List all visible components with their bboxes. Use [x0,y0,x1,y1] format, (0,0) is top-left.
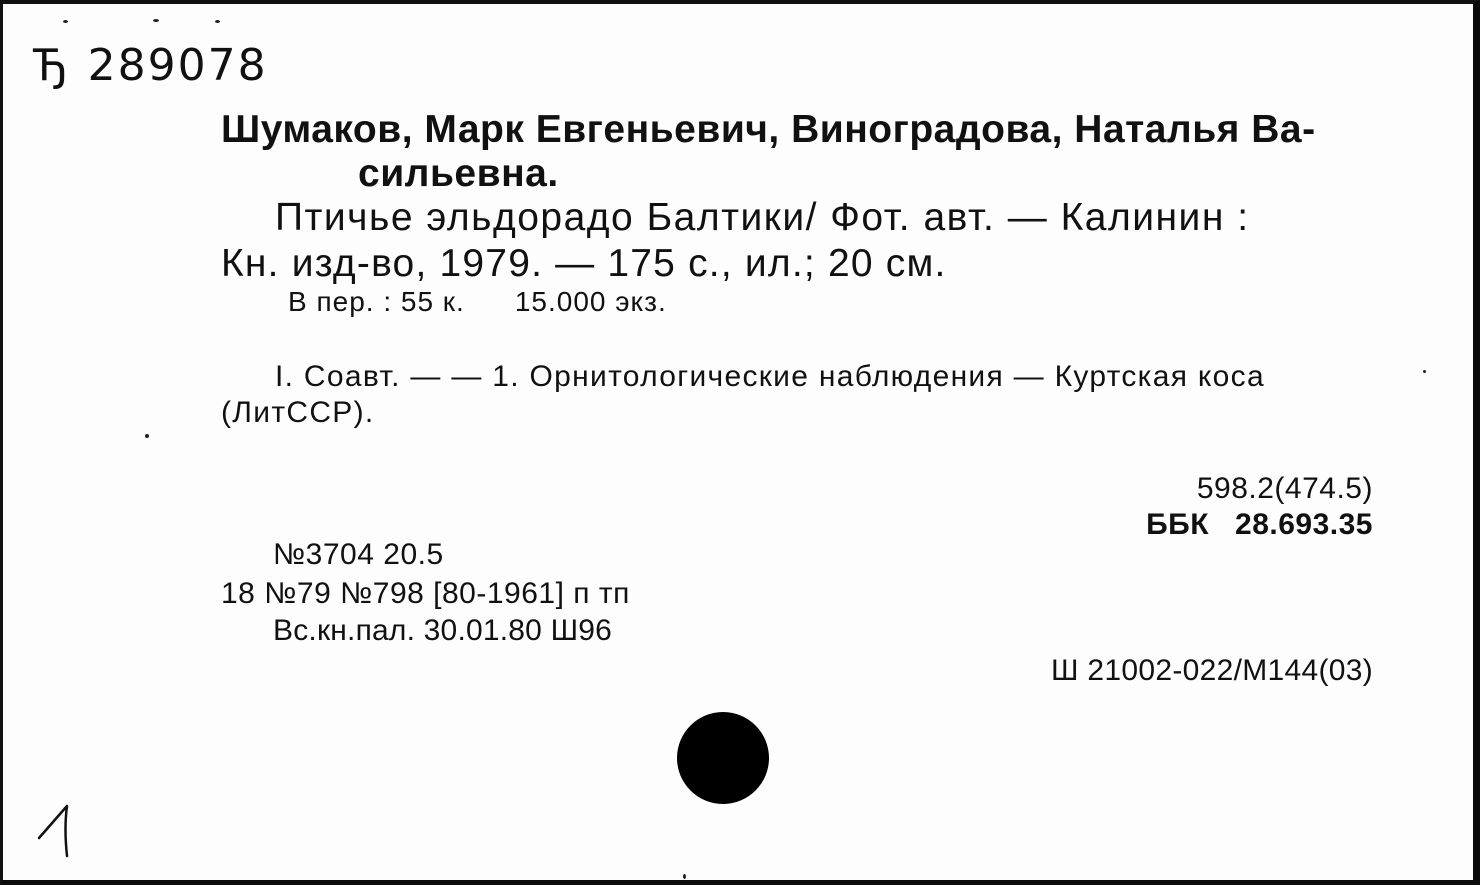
ink-speck [153,19,159,22]
card-number-value: 289078 [87,40,268,91]
ink-speck [215,20,220,23]
card-number-prefix: Ђ [33,40,70,91]
tracings-line-2: (ЛитССР). [221,396,375,429]
bbk-value: 28.693.35 [1235,508,1373,541]
author-line-1: Шумаков, Марк Евгеньевич, Виноградова, Наталья Ва- [221,108,1316,151]
tracings-line-1: I. Соавт. — — 1. Орнитологические наблюдения — Куртская коса [275,360,1265,393]
author-line-2: сильевна. [358,152,559,195]
udc-code: 598.2(474.5) [1196,472,1373,505]
ink-speck [145,434,149,438]
card-number [33,40,268,91]
ink-speck [683,874,686,879]
registration-line-2: 18 №79 №798 [80-1961] п тп [221,577,630,610]
print-run: 15.000 экз. [514,286,667,317]
publisher-index: Ш 21002-022/М144(03) [1050,654,1373,687]
ink-speck [63,20,68,23]
title-line-2: Кн. изд-во, 1979. — 175 с., ил.; 20 см. [221,242,947,285]
bbk-code [1146,508,1373,542]
registration-line-3: Вс.кн.пал. 30.01.80 Ш96 [273,614,613,647]
price-line [288,286,667,318]
punch-hole [677,712,769,804]
registration-line-1: №3704 20.5 [273,538,444,571]
binding-price: В пер. : 55 к. [288,286,465,317]
handwritten-mark-icon [33,802,93,862]
ink-speck [1423,370,1426,373]
bbk-label: ББК [1146,508,1210,541]
title-line-1: Птичье эльдорадо Балтики/ Фот. авт. — Калинин : [275,196,1250,239]
